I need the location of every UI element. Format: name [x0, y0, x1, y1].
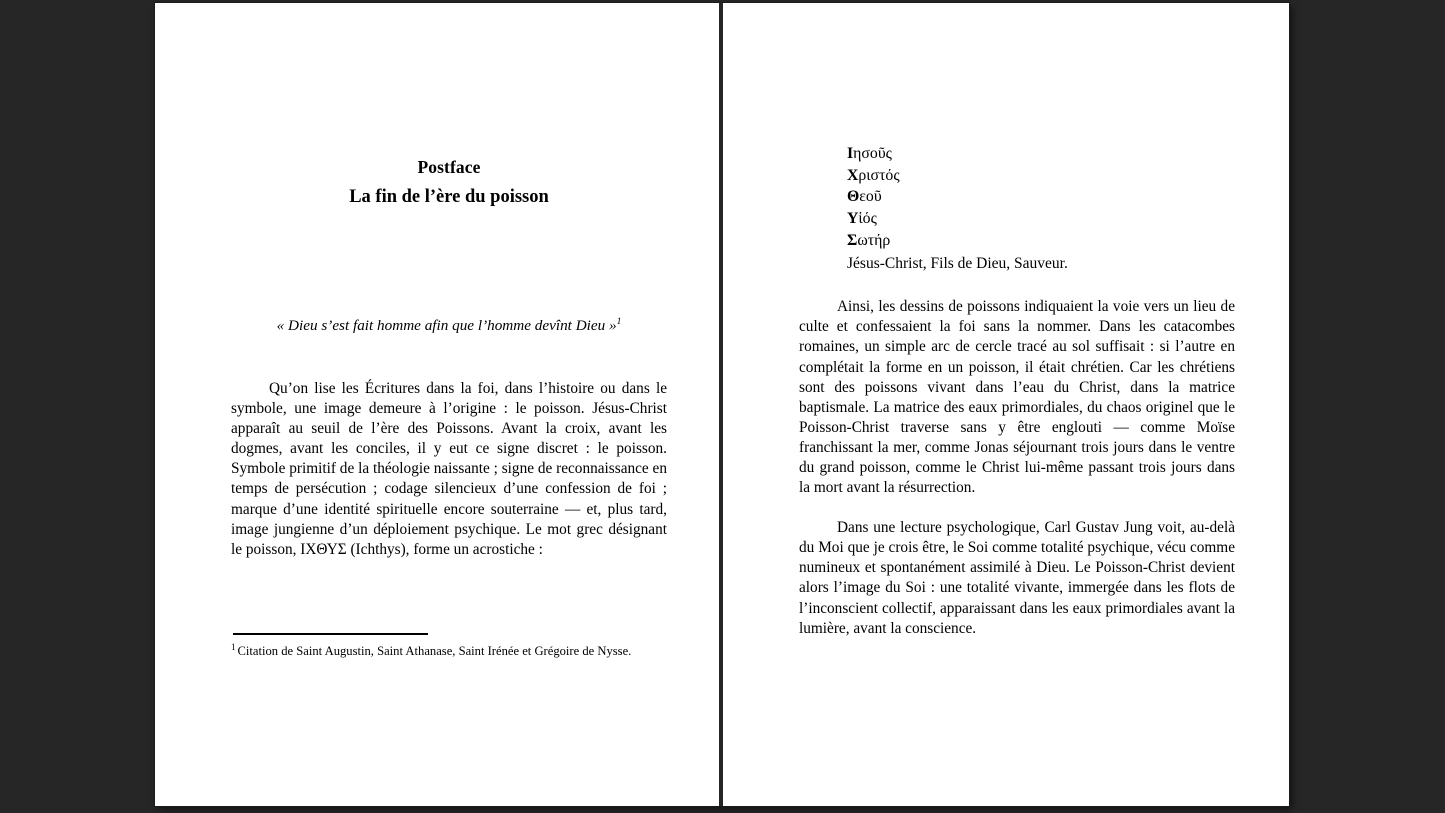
right-page-text-frame — [799, 3, 1235, 806]
footnote-text: Citation de Saint Augustin, Saint Athanase, Saint Irénée et Grégoire de Nysse. — [237, 644, 632, 658]
acrostic-rest: ησοῦς — [853, 145, 892, 162]
two-page-spread — [155, 3, 1289, 806]
acrostic-line — [847, 230, 1235, 252]
footnote-separator-rule — [233, 633, 428, 635]
body-paragraph: Qu’on lise les Écritures dans la foi, dans l’histoire ou dans le symbole, une image demeure à l’origine : le poisson. Jésus-Christ apparaît au seuil de l’ère des Poissons. Avant la croix, avant les dogmes, avant les conciles, il y eut ce signe discret : le poisson. Symbole primitif de la théologie naissante ; signe de reconnaissance en temps de persécution ; codage silencieux d’une confession de foi ; marque d’une identité spirituelle encore souterraine — et, plus tard, image jungienne d’un déploiement psychique. Le mot grec désignant le poisson, ΙΧΘΥΣ (Ichthys), forme un acrostiche : — [231, 380, 667, 558]
acrostic-line — [847, 208, 1235, 230]
epigraph — [231, 209, 667, 336]
acrostic-line — [847, 143, 1235, 165]
acrostic-initial: Θ — [847, 188, 860, 206]
acrostic-rest: ἱός — [858, 210, 877, 228]
ichthys-acrostic — [799, 3, 1235, 274]
epigraph-text: « Dieu s’est fait homme afin que l’homme devînt Dieu » — [276, 317, 617, 334]
acrostic-translation: Jésus-Christ, Fils de Dieu, Sauveur. — [847, 254, 1068, 272]
acrostic-initial: Σ — [847, 231, 858, 249]
acrostic-rest: εοῦ — [859, 188, 882, 206]
footnote — [231, 643, 667, 659]
page-title: Postface — [417, 157, 481, 177]
epigraph-footnote-marker[interactable]: 1 — [616, 316, 622, 327]
left-page-text-frame — [231, 3, 667, 806]
acrostic-line — [847, 165, 1235, 187]
body-paragraph: Dans une lecture psychologique, Carl Gustav Jung voit, au-delà du Moi que je crois être, le Soi comme totalité psychique, vécu comme numineux et spontanément assimilé à Dieu. Le Poisson-Christ devient alors l’image du Soi : une totalité vivante, immergée dans les flots de l’inconscient collectif, apparaissant dans les eaux primordiales avant la lumière, avant la conscience. — [799, 519, 1235, 637]
acrostic-rest: ωτήρ — [857, 231, 891, 249]
acrostic-line — [847, 186, 1235, 208]
acrostic-initial: Ι — [847, 145, 854, 162]
acrostic-rest: ριστός — [858, 166, 900, 184]
page-right[interactable] — [723, 3, 1289, 806]
footnote-zone — [231, 633, 667, 659]
acrostic-initial: Χ — [847, 166, 859, 184]
acrostic-initial: Υ — [847, 210, 859, 228]
page-subtitle: La fin de l’ère du poisson — [349, 187, 549, 207]
footnote-marker: 1 — [231, 641, 236, 652]
page-left[interactable] — [155, 3, 719, 806]
body-paragraph: Ainsi, les dessins de poissons indiquaient la voie vers un lieu de culte et confessaient la foi sans la nommer. Dans les catacombes romaines, un simple arc de cercle tracé au sol suffisait : si l’autre en complétait la forme en un poisson, il était chrétien. Car les chrétiens sont des poissons vivant dans l’eau du Christ, dans la matrice baptismale. La matrice des eaux primordiales, du chaos originel que le Poisson-Christ traverse sans y être englouti — comme Moïse franchissant la mer, comme Jonas séjournant trois jours dans le ventre du grand poisson, comme le Christ lui-même passant trois jours dans la mort avant la résurrection. — [799, 298, 1235, 497]
